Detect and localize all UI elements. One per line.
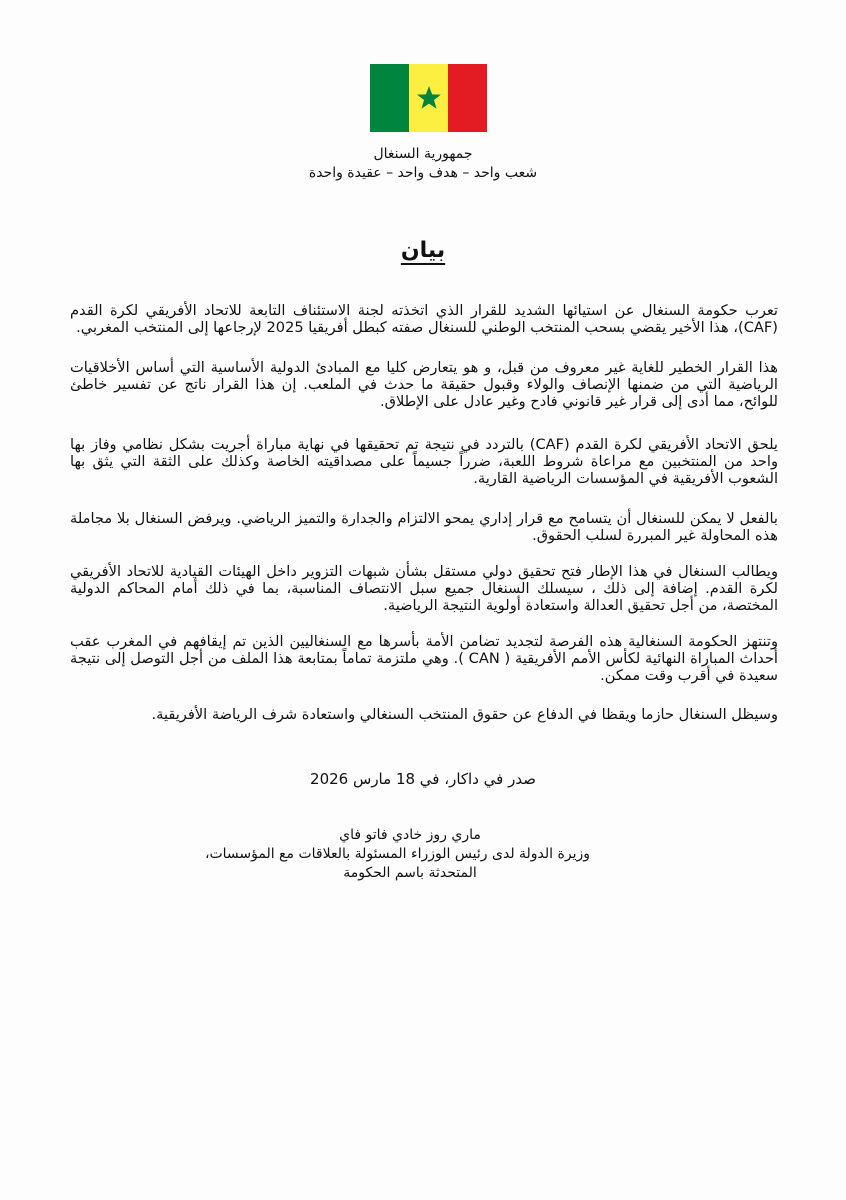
paragraph: وتنتهز الحكومة السنغالية هذه الفرصة لتجديد تضامن الأمة بأسرها مع السنغاليين الذين تم إيقافهم في المغرب عقب أحداث المباراة النهائية لكأس الأمم الأفريقية ( CAN ). وهي ملتزمة تماماً بمتابعة هذا الملف من أجل التوصل إلى نتيجة سعيدة في أقرب وقت ممكن. xyxy=(70,633,778,684)
star-icon xyxy=(416,85,442,111)
national-motto: شعب واحد – هدف واحد – عقيدة واحدة xyxy=(308,165,538,181)
signature-block xyxy=(204,826,590,883)
paragraph: ويطالب السنغال في هذا الإطار فتح تحقيق دولي مستقل بشأن شبهات التزوير داخل الهيئات القيادية للاتحاد الأفريقي لكرة القدم. إضافة إلى ذلك ، سيسلك السنغال جميع سبل الانتصاف المناسبة، بما في ذلك أمام المحاكم الدولية المختصة، من أجل تحقيق العدالة واستعادة أولوية النتيجة الرياضية. xyxy=(70,563,778,614)
country-name: جمهورية السنغال xyxy=(373,146,473,162)
document-title: بيان xyxy=(400,238,446,263)
signatory-role: وزيرة الدولة لدى رئيس الوزراء المسئولة بالعلاقات مع المؤسسات، xyxy=(204,846,590,862)
paragraph: بالفعل لا يمكن للسنغال أن يتسامح مع قرار إداري يمحو الالتزام والجدارة والتميز الرياضي. ويرفض السنغال بلا مجاملة هذه المحاولة غير المبررة لسلب الحقوق. xyxy=(70,510,778,544)
paragraph: تعرب حكومة السنغال عن استيائها الشديد للقرار الذي اتخذته لجنة الاستئناف التابعة للاتحاد الأفريقي لكرة القدم (CAF)، هذا الأخير يقضي بسحب المنتخب الوطني للسنغال صفته كبطل أفريقيا 2025 لإرجاعها إلى المنتخب المغربي. xyxy=(70,302,778,336)
flag-band-yellow xyxy=(409,64,448,132)
flag-band-green xyxy=(370,64,409,132)
signatory-name: ماري روز خادي فاتو فاي xyxy=(339,827,481,843)
signatory-role-secondary: المتحدثة باسم الحكومة xyxy=(343,865,477,881)
issue-date: صدر في داكار، في 18 مارس 2026 xyxy=(310,770,536,788)
paragraph: هذا القرار الخطير للغاية غير معروف من قبل، و هو يتعارض كليا مع المبادئ الدولية الأساسية التي أساس الأخلاقيات الرياضية التي من ضمنها الإنصاف والولاء وقبول حقيقة ما حدث في الملعب. إن هذا القرار ناتج عن تفسير خاطئ للوائح، مما أدى إلى قرار غير قانوني فادح وغير عادل على الإطلاق. xyxy=(70,359,778,410)
senegal-flag-icon xyxy=(370,64,487,132)
flag-band-red xyxy=(448,64,487,132)
paragraph: يلحق الاتحاد الأفريقي لكرة القدم (CAF) بالتردد في نتيجة تم تحقيقها في نهاية مباراة أجريت بشكل نظامي وفاز بها واحد من المنتخبين مع مراعاة شروط اللعبة، ضرراً جسيماً على مصداقيته الخاصة وكذلك على الثقة التي يثق بها الشعوب الأفريقية في المؤسسات الرياضية القارية. xyxy=(70,436,778,487)
paragraph: وسيظل السنغال حازما ويقظا في الدفاع عن حقوق المنتخب السنغالي واستعادة شرف الرياضة الأفريقية. xyxy=(151,706,778,723)
